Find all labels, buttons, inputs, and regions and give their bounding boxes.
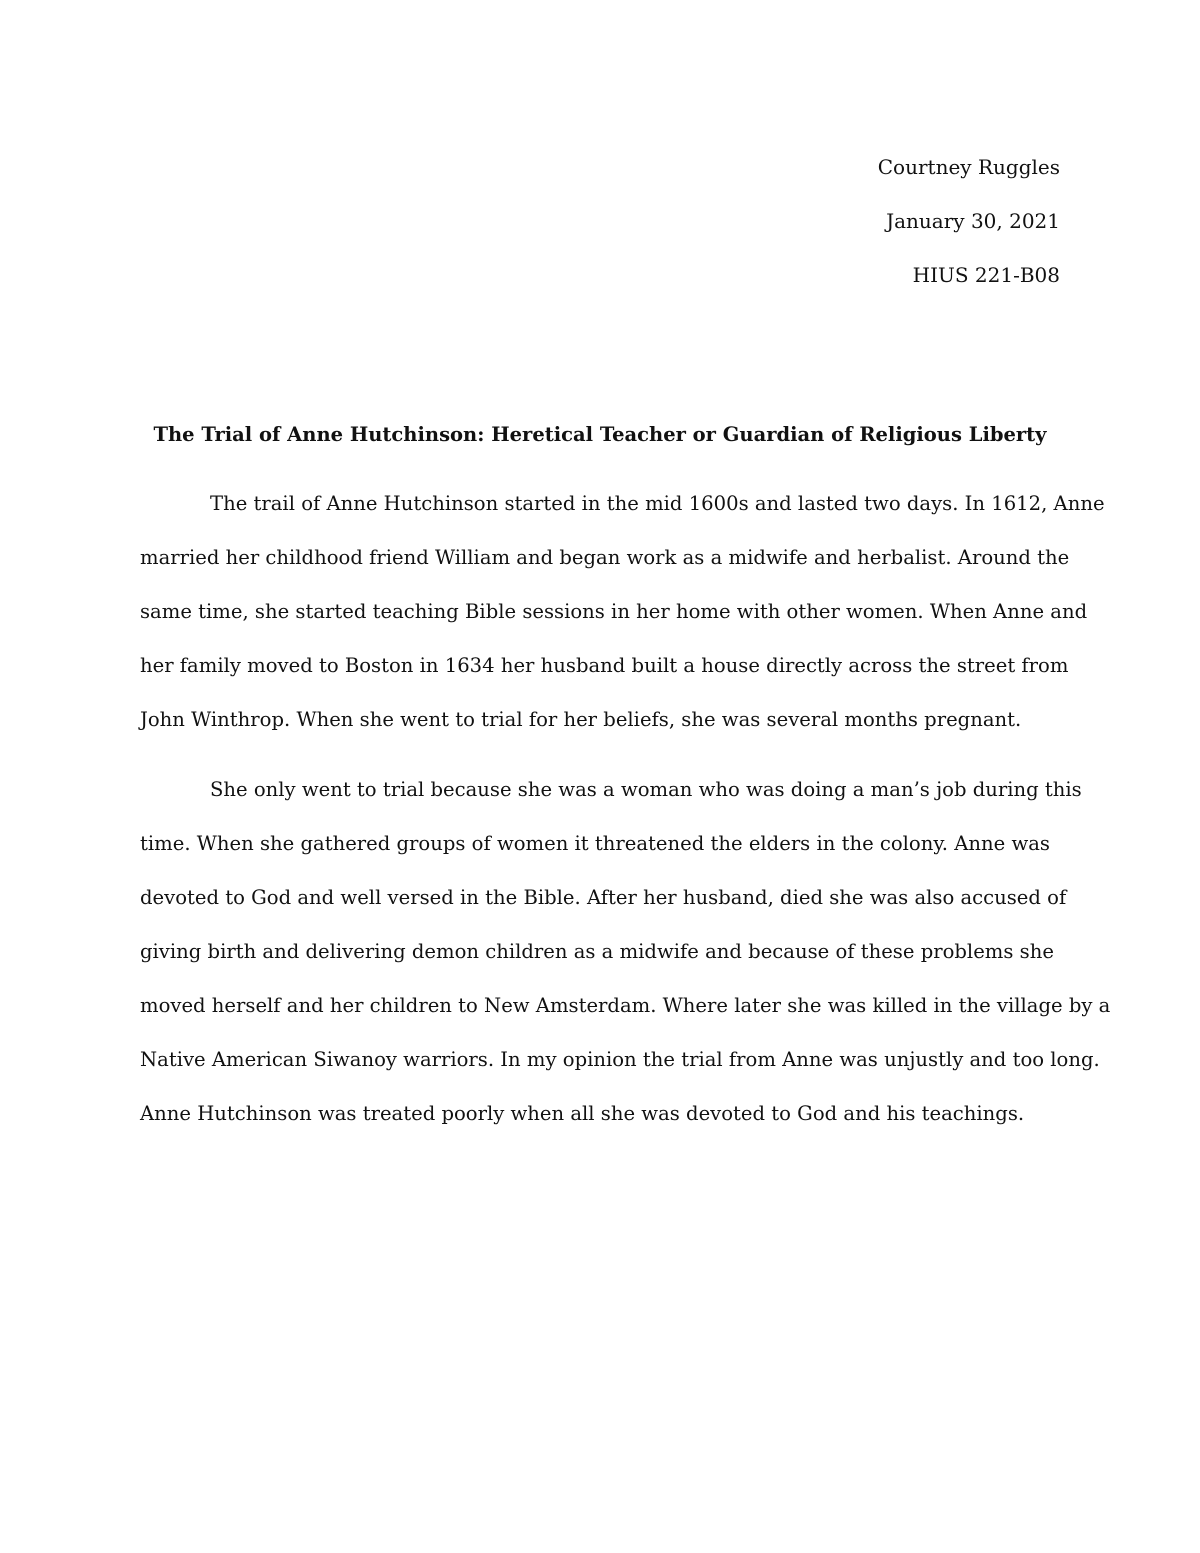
paragraph-line: John Winthrop. When she went to trial for her beliefs, she was several months pregnant. (140, 708, 1022, 731)
paragraph-line: same time, she started teaching Bible sessions in her home with other women. When Anne and (140, 600, 1088, 623)
header-block (878, 140, 1060, 302)
author-name: Courtney Ruggles (877, 155, 1060, 179)
paragraph-line: moved herself and her children to New Amsterdam. Where later she was killed in the village by a (140, 994, 1111, 1017)
paragraph-line: devoted to God and well versed in the Bible. After her husband, died she was also accused of (140, 886, 1067, 909)
paragraph-line: married her childhood friend William and began work as a midwife and herbalist. Around the (140, 546, 1070, 569)
paragraph-line: time. When she gathered groups of women it threatened the elders in the colony. Anne was (140, 832, 1050, 855)
paragraph-2 (140, 763, 1111, 1141)
paragraph-line: Anne Hutchinson was treated poorly when all she was devoted to God and his teachings. (140, 1102, 1025, 1125)
document-title: The Trial of Anne Hutchinson: Heretical Teacher or Guardian of Religious Liberty (153, 423, 1047, 446)
document-date: January 30, 2021 (886, 209, 1060, 233)
paragraph-1 (140, 477, 1105, 747)
course-code: HIUS 221-B08 (912, 263, 1060, 287)
paragraph-line: Native American Siwanoy warriors. In my opinion the trial from Anne was unjustly and too long. (140, 1048, 1100, 1071)
document-body (140, 477, 1111, 1157)
paragraph-line: giving birth and delivering demon children as a midwife and because of these problems she (140, 940, 1054, 963)
paragraph-line: her family moved to Boston in 1634 her husband built a house directly across the street from (140, 654, 1069, 677)
paragraph-line: The trail of Anne Hutchinson started in the mid 1600s and lasted two days. In 1612, Anne (210, 492, 1105, 515)
paragraph-line: She only went to trial because she was a woman who was doing a man’s job during this (210, 778, 1082, 801)
